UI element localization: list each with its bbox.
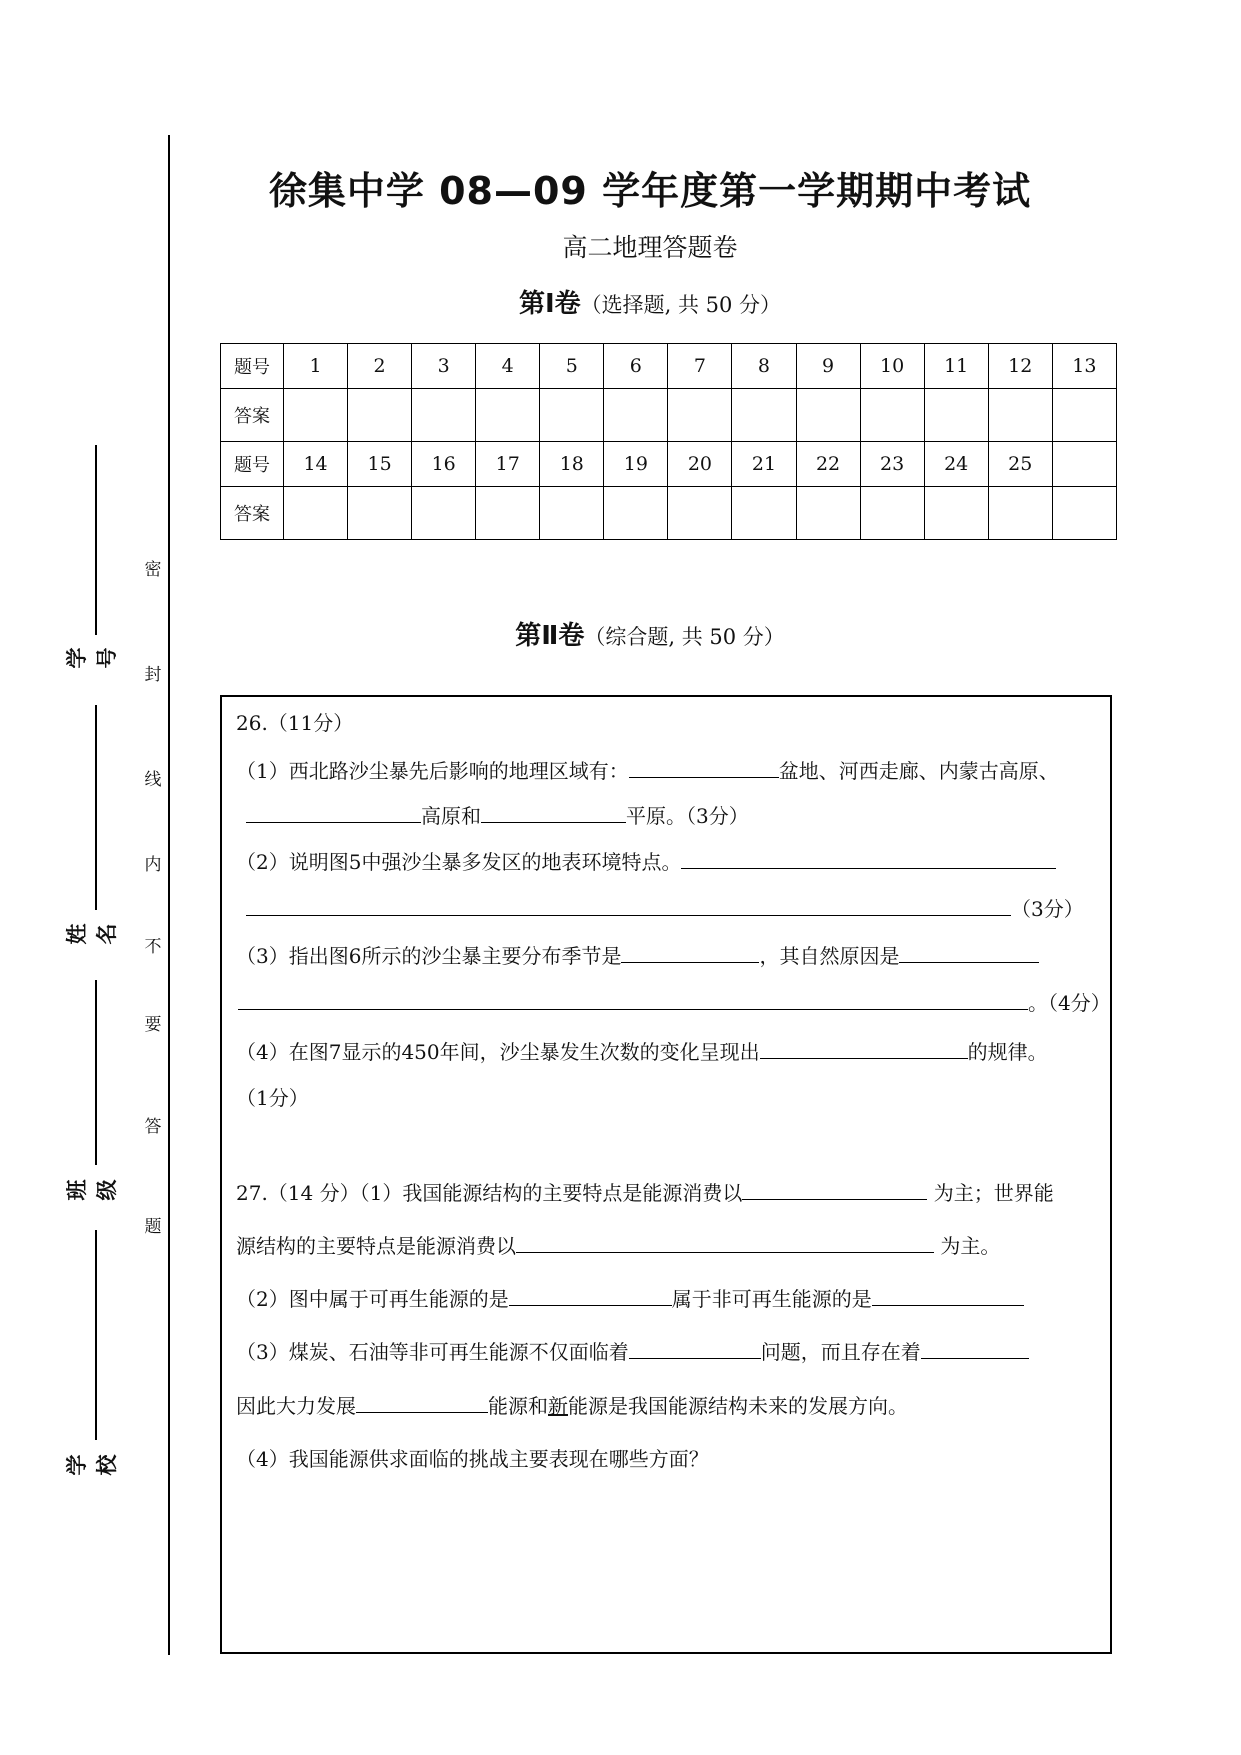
q26-p3-text: ，其自然原因是 bbox=[759, 944, 900, 968]
class-line[interactable] bbox=[95, 980, 97, 1165]
table-row bbox=[221, 389, 1117, 442]
part2-heading bbox=[200, 615, 1100, 652]
question-number: 25 bbox=[988, 442, 1052, 487]
answer-cell[interactable] bbox=[860, 487, 924, 540]
question-number: 3 bbox=[412, 344, 476, 389]
q27-p1-text: 为主。 bbox=[934, 1234, 1001, 1258]
answer-blank[interactable] bbox=[742, 1179, 927, 1200]
question-number: 9 bbox=[796, 344, 860, 389]
answer-blank[interactable] bbox=[681, 848, 1056, 869]
q27-p3-text: 问题，而且存在着 bbox=[760, 1340, 921, 1364]
answer-blank[interactable] bbox=[872, 1285, 1024, 1306]
seal-char: 内 bbox=[144, 855, 162, 875]
answer-blank[interactable] bbox=[621, 942, 759, 963]
answer-cell[interactable] bbox=[988, 389, 1052, 442]
q26-part1-line2 bbox=[246, 800, 749, 829]
answer-blank[interactable] bbox=[246, 895, 1011, 916]
answer-cell[interactable] bbox=[604, 487, 668, 540]
q27-p3-text: 能源和 bbox=[488, 1394, 548, 1418]
q27-p3-text: （3）煤炭、石油等非可再生能源不仅面临着 bbox=[236, 1340, 629, 1364]
question-number: 7 bbox=[668, 344, 732, 389]
question-number: 14 bbox=[284, 442, 348, 487]
q26-part2-line1 bbox=[236, 846, 1056, 875]
q27-p2-text: 属于非可再生能源的是 bbox=[671, 1287, 872, 1311]
page-title: 徐集中学 08—09 学年度第一学期期中考试 bbox=[268, 169, 1032, 213]
q26-part3-line2 bbox=[238, 987, 1111, 1016]
question-number: 10 bbox=[860, 344, 924, 389]
q27-p1-text: 27.（14 分）（1）我国能源结构的主要特点是能源消费以 bbox=[236, 1181, 743, 1205]
answer-cell[interactable] bbox=[796, 389, 860, 442]
q26-p4-text: （4）在图7显示的450年间，沙尘暴发生次数的变化呈现出 bbox=[236, 1040, 760, 1064]
question-number: 8 bbox=[732, 344, 796, 389]
seal-char: 线 bbox=[144, 770, 162, 790]
question-number: 5 bbox=[540, 344, 604, 389]
q27-p2-text: （2）图中属于可再生能源的是 bbox=[236, 1287, 509, 1311]
question-number: 22 bbox=[796, 442, 860, 487]
answer-blank[interactable] bbox=[899, 942, 1039, 963]
student-id-line[interactable] bbox=[95, 445, 97, 635]
seal-char: 不 bbox=[144, 937, 162, 957]
answer-cell[interactable] bbox=[348, 487, 412, 540]
q27-p3-underlined: 新 bbox=[548, 1394, 568, 1418]
answer-blank[interactable] bbox=[238, 989, 1028, 1010]
q26-p1-text: 盆地、河西走廊、内蒙古高原、 bbox=[778, 759, 1059, 783]
q27-part3-line2 bbox=[236, 1390, 908, 1419]
question-number bbox=[1052, 442, 1116, 487]
q26-p1-text: 平原。（3分） bbox=[626, 804, 749, 828]
answer-blank[interactable] bbox=[516, 1232, 934, 1253]
answer-cell[interactable] bbox=[988, 487, 1052, 540]
q26-part1-line1 bbox=[236, 755, 1059, 784]
answer-cell[interactable] bbox=[540, 487, 604, 540]
answer-cell[interactable] bbox=[668, 389, 732, 442]
row-header: 答案 bbox=[221, 389, 284, 442]
q26-p3-score: 。（4分） bbox=[1028, 991, 1111, 1015]
q27-part1-line1 bbox=[236, 1177, 1054, 1206]
answer-blank[interactable] bbox=[481, 802, 626, 823]
q27-p3-text: 能源是我国能源结构未来的发展方向。 bbox=[568, 1394, 908, 1418]
q27-p1-text: 源结构的主要特点是能源消费以 bbox=[236, 1234, 516, 1258]
q27-part2 bbox=[236, 1283, 1024, 1312]
question-number: 15 bbox=[348, 442, 412, 487]
question-number: 13 bbox=[1052, 344, 1116, 389]
school-line[interactable] bbox=[95, 1230, 97, 1440]
question-number: 20 bbox=[668, 442, 732, 487]
answer-cell[interactable] bbox=[732, 487, 796, 540]
part2-label: 第Ⅱ卷 bbox=[515, 621, 585, 651]
q26-heading: 26.（11分） bbox=[236, 711, 354, 735]
question-number: 12 bbox=[988, 344, 1052, 389]
q26-part4-score: （1分） bbox=[236, 1086, 309, 1110]
q26-p3-text: （3）指出图6所示的沙尘暴主要分布季节是 bbox=[236, 944, 622, 968]
answer-cell[interactable] bbox=[796, 487, 860, 540]
q27-part3-line1 bbox=[236, 1336, 1029, 1365]
answer-cell[interactable] bbox=[732, 389, 796, 442]
page-subtitle: 高二地理答题卷 bbox=[562, 233, 738, 262]
answer-blank[interactable] bbox=[356, 1392, 488, 1413]
question-number: 1 bbox=[284, 344, 348, 389]
question-number: 4 bbox=[476, 344, 540, 389]
answer-blank[interactable] bbox=[629, 1338, 761, 1359]
answer-blank[interactable] bbox=[921, 1338, 1029, 1359]
answer-cell[interactable] bbox=[1052, 487, 1116, 540]
name-label: 姓名 bbox=[65, 923, 119, 945]
class-label: 班级 bbox=[65, 1179, 119, 1201]
question-number: 17 bbox=[476, 442, 540, 487]
answer-cell[interactable] bbox=[1052, 389, 1116, 442]
answer-cell[interactable] bbox=[412, 487, 476, 540]
question-number: 19 bbox=[604, 442, 668, 487]
answer-cell[interactable] bbox=[924, 487, 988, 540]
seal-char: 题 bbox=[144, 1217, 162, 1237]
part1-heading bbox=[200, 283, 1100, 320]
question-number: 18 bbox=[540, 442, 604, 487]
part1-label: 第Ⅰ卷 bbox=[518, 289, 581, 319]
seal-char: 答 bbox=[144, 1117, 162, 1137]
student-id-label: 学号 bbox=[65, 647, 119, 669]
binding-line bbox=[168, 135, 170, 1655]
question-number: 2 bbox=[348, 344, 412, 389]
school-label: 学校 bbox=[65, 1454, 119, 1476]
question-number: 11 bbox=[924, 344, 988, 389]
q26-p1-text: （1）西北路沙尘暴先后影响的地理区域有： bbox=[236, 759, 629, 783]
question-number: 16 bbox=[412, 442, 476, 487]
answer-cell[interactable] bbox=[540, 389, 604, 442]
q26-part3-line1 bbox=[236, 940, 1039, 969]
answer-table bbox=[220, 343, 1117, 540]
q26-p4-text: 的规律。 bbox=[967, 1040, 1048, 1064]
seal-char: 封 bbox=[144, 665, 162, 685]
answer-box bbox=[220, 695, 1112, 1654]
q27-part1-line2 bbox=[236, 1230, 1000, 1259]
name-line[interactable] bbox=[95, 705, 97, 910]
answer-blank[interactable] bbox=[629, 757, 779, 778]
q26-p2-score: （3分） bbox=[1011, 897, 1084, 921]
row-header: 答案 bbox=[221, 487, 284, 540]
q26-p1-text: 高原和 bbox=[421, 804, 481, 828]
answer-cell[interactable] bbox=[924, 389, 988, 442]
table-row bbox=[221, 487, 1117, 540]
answer-cell[interactable] bbox=[284, 487, 348, 540]
question-number: 24 bbox=[924, 442, 988, 487]
question-number: 23 bbox=[860, 442, 924, 487]
table-row bbox=[221, 344, 1117, 389]
seal-char: 要 bbox=[144, 1015, 162, 1035]
question-number: 6 bbox=[604, 344, 668, 389]
answer-blank[interactable] bbox=[246, 802, 421, 823]
part2-note: （综合题, 共 50 分） bbox=[584, 625, 785, 649]
q27-p1-text: 为主；世界能 bbox=[927, 1181, 1054, 1205]
answer-cell[interactable] bbox=[284, 389, 348, 442]
answer-cell[interactable] bbox=[604, 389, 668, 442]
row-header: 题号 bbox=[221, 442, 284, 487]
answer-cell[interactable] bbox=[860, 389, 924, 442]
answer-cell[interactable] bbox=[476, 487, 540, 540]
answer-cell[interactable] bbox=[348, 389, 412, 442]
q26-part2-line2 bbox=[246, 893, 1084, 922]
answer-blank[interactable] bbox=[509, 1285, 672, 1306]
seal-char: 密 bbox=[144, 560, 162, 580]
q26-p2-text: （2）说明图5中强沙尘暴多发区的地表环境特点。 bbox=[236, 850, 682, 874]
q26-part4-line1 bbox=[236, 1036, 1048, 1065]
q27-part4: （4）我国能源供求面临的挑战主要表现在哪些方面？ bbox=[236, 1447, 709, 1471]
table-row bbox=[221, 442, 1117, 487]
answer-cell[interactable] bbox=[412, 389, 476, 442]
answer-cell[interactable] bbox=[476, 389, 540, 442]
question-number: 21 bbox=[732, 442, 796, 487]
row-header: 题号 bbox=[221, 344, 284, 389]
answer-cell[interactable] bbox=[668, 487, 732, 540]
part1-note: （选择题, 共 50 分） bbox=[580, 293, 782, 317]
q27-p3-text: 因此大力发展 bbox=[236, 1394, 356, 1418]
answer-blank[interactable] bbox=[760, 1038, 968, 1059]
